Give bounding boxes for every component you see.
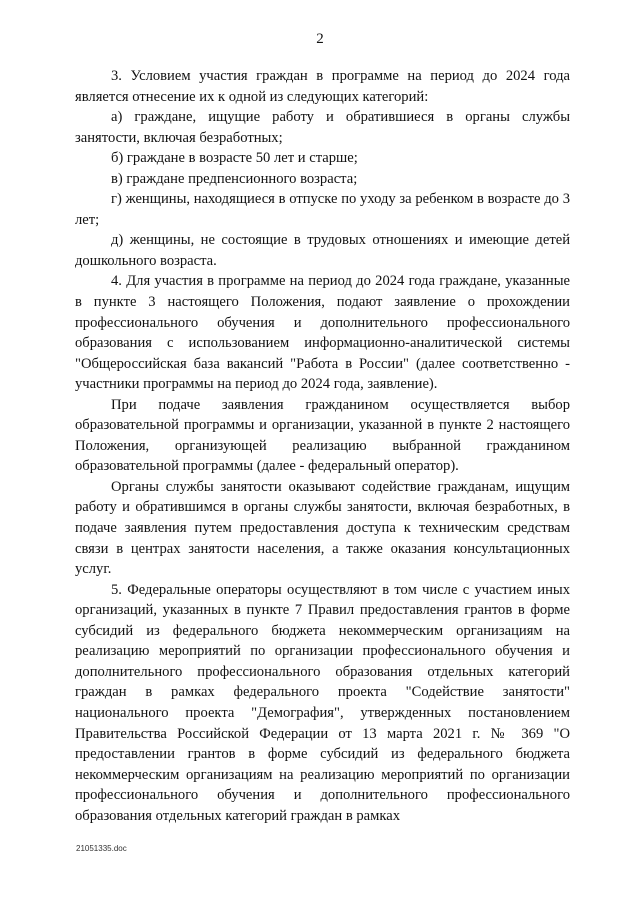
file-name-footer: 21051335.doc (76, 844, 127, 853)
list-item-d: д) женщины, не состоящие в трудовых отношениях и имеющие детей дошкольного возраста. (75, 232, 570, 269)
list-item-a: а) граждане, ищущие работу и обратившиеся в органы службы занятости, включая безработных; (75, 109, 570, 146)
paragraph-4-participation: 4. Для участия в программе на период до 2024 года граждане, указанные в пункте 3 настоящего Положения, подают заявление о прохождении профессионального обучения и дополнительного профессионального образования с использованием информационно-аналитической системы "Общероссийская база вакансий "Работа в России" (далее соответственно - участники программы на период до 2024 года, заявление). (75, 273, 570, 393)
list-item-b: б) граждане в возрасте 50 лет и старше; (111, 150, 358, 167)
paragraph-3-condition: 3. Условием участия граждан в программе на период до 2024 года является отнесение их к одной из следующих категорий: (75, 68, 570, 105)
paragraph-operator-selection: При подаче заявления гражданином осуществляется выбор образовательной программы и организации, указанной в пункте 2 настоящего Положения, организующей реализацию выбранной гражданином образовательной программы (далее - федеральный оператор). (75, 396, 570, 475)
list-item-g: г) женщины, находящиеся в отпуске по уходу за ребенком в возрасте до 3 лет; (75, 191, 570, 228)
page-number: 2 (316, 31, 324, 47)
paragraph-employment-services: Органы службы занятости оказывают содействие гражданам, ищущим работу и обратившимся в органы службы занятости, включая безработных, в подаче заявления путем предоставления доступа к техническим средствам связи в центрах занятости населения, а также оказания консультационных услуг. (75, 478, 570, 578)
paragraph-5-federal-operators: 5. Федеральные операторы осуществляют в том числе с участием иных организаций, указанных в пункте 7 Правил предоставления грантов в форме субсидий из федерального бюджета некоммерческим организациям на реализацию мероприятий по организации профессионального обучения и дополнительного профессионального образования отдельных категорий граждан в рамках федерального проекта "Содействие занятости" национального проекта "Демография", утвержденных постановлением Правительства Российской Федерации от 13 марта 2021 г. № 369 "О предоставлении грантов в форме субсидий из федерального бюджета некоммерческим организациям на реализацию мероприятий по организации профессионального обучения и дополнительного профессионального образования отдельных категорий граждан в рамках (75, 581, 570, 824)
document-body (75, 66, 570, 826)
list-item-v: в) граждане предпенсионного возраста; (111, 170, 358, 187)
